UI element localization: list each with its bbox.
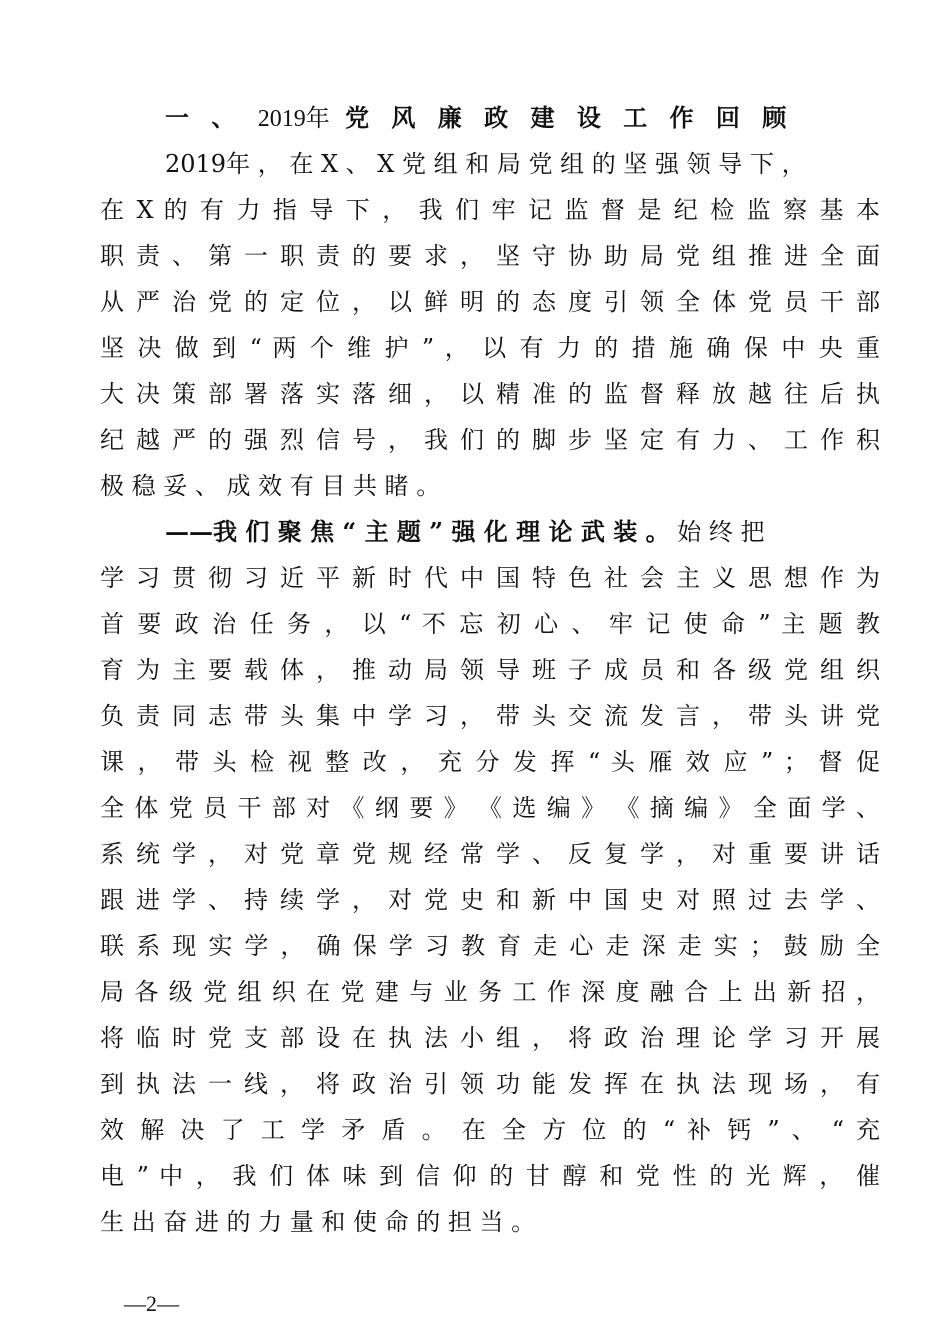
- para1-line-2: 在 X 的 有 力 指 导 下 ， 我 们 牢 记 监 督 是 纪 检 监 察 基 本: [100, 196, 880, 224]
- heading-title: 党 风 廉 政 建 设 工 作 回 顾: [329, 103, 794, 132]
- para2-line-10: 联 系 现 实 学 ， 确 保 学 习 教 育 走 心 走 深 走 实 ； 鼓 励 全: [100, 932, 880, 960]
- heading-year: 2019年: [257, 106, 330, 132]
- para2-line-6: 课 ， 带 头 检 视 整 改 ， 充 分 发 挥 “ 头 雁 效 应 ” ； 督 促: [100, 748, 880, 776]
- para1-line-4: 从 严 治 党 的 定 位 ， 以 鲜 明 的 态 度 引 领 全 体 党 员 干 部: [100, 288, 880, 316]
- para1-line-1: 2019年 ， 在 X 、 X 党 组 和 局 党 组 的 坚 强 领 导 下 ，: [165, 150, 806, 178]
- para2-line-11: 局 各 级 党 组 织 在 党 建 与 业 务 工 作 深 度 融 合 上 出 新 招 ，: [100, 978, 880, 1006]
- para2-line-8: 系 统 学 ， 对 党 章 党 规 经 常 学 、 反 复 学 ， 对 重 要 讲 话: [100, 840, 880, 868]
- para2-line-4: 育 为 主 要 载 体 ， 推 动 局 领 导 班 子 成 员 和 各 级 党 组 织: [100, 656, 880, 684]
- para2-line-14: 效 解 决 了 工 学 矛 盾 。 在 全 方 位 的 “ 补 钙 ” 、 “ 充: [100, 1116, 880, 1144]
- para1-line-6: 大 决 策 部 署 落 实 落 细 ， 以 精 准 的 监 督 释 放 越 往 后 执: [100, 380, 880, 408]
- para2-line-15: 电 ” 中 ， 我 们 体 味 到 信 仰 的 甘 醇 和 党 性 的 光 辉 ， 催: [100, 1162, 880, 1190]
- section-heading: [165, 100, 793, 137]
- para2-line-1: [165, 514, 880, 550]
- para2-line-13: 到 执 法 一 线 ， 将 政 治 引 领 功 能 发 挥 在 执 法 现 场 ， 有: [100, 1070, 880, 1098]
- page-number: —2—: [124, 1291, 179, 1316]
- para1-line-8: 极 稳 妥 、 成 效 有 目 共 睹 。: [100, 472, 441, 500]
- para1-line-7: 纪 越 严 的 强 烈 信 号 ， 我 们 的 脚 步 坚 定 有 力 、 工 作 积: [100, 426, 880, 454]
- para2-line-5: 负 责 同 志 带 头 集 中 学 习 ， 带 头 交 流 发 言 ， 带 头 讲 党: [100, 702, 880, 730]
- para2-lead-rest: 始 终 把: [669, 518, 765, 546]
- para2-line-9: 跟 进 学 、 持 续 学 ， 对 党 史 和 新 中 国 史 对 照 过 去 学 、: [100, 886, 880, 914]
- para2-line-3: 首 要 政 治 任 务 ， 以 “ 不 忘 初 心 、 牢 记 使 命 ” 主 题 教: [100, 610, 880, 638]
- para2-line-7: 全 体 党 员 干 部 对 《 纲 要 》 《 选 编 》 《 摘 编 》 全 面 学 、: [100, 794, 880, 822]
- para2-line-16: 生 出 奋 进 的 力 量 和 使 命 的 担 当 。: [100, 1208, 536, 1236]
- para2-line-12: 将 临 时 党 支 部 设 在 执 法 小 组 ， 将 政 治 理 论 学 习 开 展: [100, 1024, 880, 1052]
- para2-lead-bold: ——我 们 聚 焦 “ 主 题 ” 强 化 理 论 武 装 。: [165, 517, 670, 546]
- para1-line-3: 职 责 、 第 一 职 责 的 要 求 ， 坚 守 协 助 局 党 组 推 进 全 面: [100, 242, 880, 270]
- para2-line-2: 学 习 贯 彻 习 近 平 新 时 代 中 国 特 色 社 会 主 义 思 想 作 为: [100, 564, 880, 592]
- para1-line-5: 坚 决 做 到 “ 两 个 维 护 ” ， 以 有 力 的 措 施 确 保 中 央 重: [100, 334, 880, 362]
- heading-prefix: 一 、: [165, 103, 258, 132]
